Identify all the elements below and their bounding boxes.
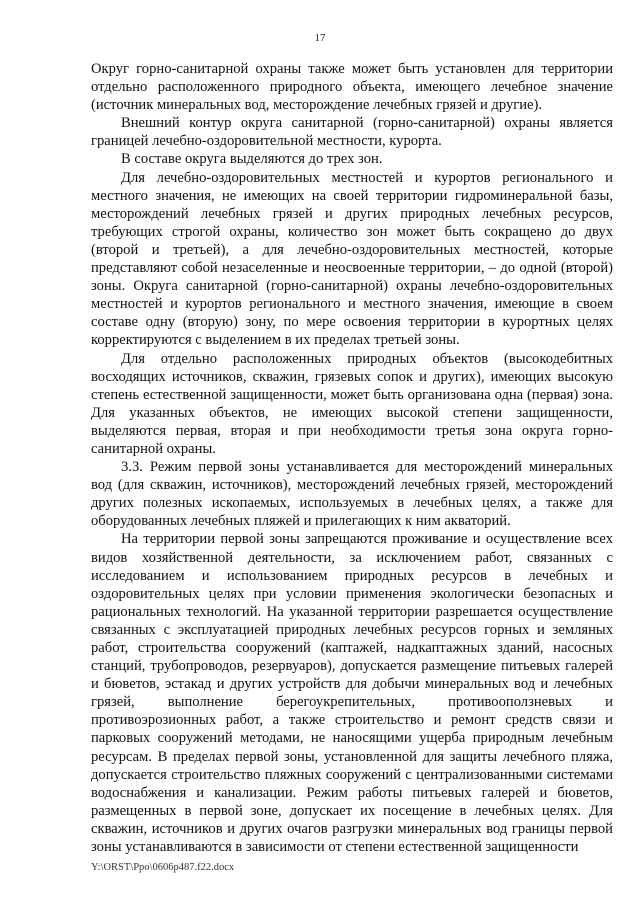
paragraph-3: В составе округа выделяются до трех зон. [121,151,383,168]
paragraph-2: Внешний контур округа санитарной (горно-санитарной) охраны является границей лечебно-оздоровительной местности, курорта. [91,115,613,150]
paragraph-6: 3.3. Режим первой зоны устанавливается для месторождений минеральных вод (для скважин, источников), месторождений лечебных грязей, месторождений других полезных ископаемых, используемых в лечебных целях, а также для оборудованных лечебных пляжей и прилегающих к ним акваторий. [91,459,613,530]
page-number: 17 [314,32,326,44]
paragraph-5: Для отдельно расположенных природных объектов (высокодебитных восходящих источников, скважин, грязевых сопок и других), имеющих высокую степень естественной защищенности, может быть организована одна (первая) зона. Для указанных объектов, не имеющих высокой степени защищенности, выделяются первая, вторая и при необходимости третья зона округа горно-санитарной охраны. [91,350,613,457]
paragraph-1: Округ горно-санитарной охраны также может быть установлен для территории отдельно расположенного природного объекта, имеющего лечебное значение (источник минеральных вод, месторождение лечебных грязей и другие). [91,61,613,114]
footer-file-path: Y:\ORST\Ppo\0606p487.f22.docx [91,862,235,873]
document-body [91,60,613,856]
paragraph-4: Для лечебно-оздоровительных местностей и курортов регионального и местного значения, не имеющих на своей территории гидроминеральной базы, месторождений лечебных грязей и других природных лечебных ресурсов, требующих строгой охраны, количество зон может быть сокращено до двух (второй и третьей), а для лечебно-оздоровительных местностей, которые представляют собой незаселенные и неосвоенные территории, – до одной (второй) зоны. Округа санитарной (горно-санитарной) охраны лечебно-оздоровительных местностей и курортов регионального и местного значения, имеющие в своем составе одну (вторую) зону, по мере освоения территории в курортных целях корректируются с выделением в их пределах третьей зоны. [91,169,613,349]
paragraph-7: На территории первой зоны запрещаются проживание и осуществление всех видов хозяйственной деятельности, за исключением работ, связанных с исследованием и использованием природных ресурсов в лечебных и оздоровительных целях при условии применения экологически безопасных и рациональных технологий. На указанной территории разрешается осуществление связанных с эксплуатацией природных лечебных ресурсов горных и земляных работ, строительства сооружений (каптажей, надкаптажных зданий, насосных станций, трубопроводов, резервуаров), допускается размещение питьевых галерей и бюветов, эстакад и других устройств для добычи минеральных вод и лечебных грязей, выполнение берегоукрепительных, противооползневых и противоэрозионных работ, а также строительство и ремонт средств связи и парковых сооружений методами, не наносящими ущерба природным лечебным ресурсам. В пределах первой зоны, установленной для защиты лечебного пляжа, допускается строительство пляжных сооружений с централизованными системами водоснабжения и канализации. Режим работы питьевых галерей и бюветов, размещенных в первой зоне, допускает их посещение в лечебных целях. Для скважин, источников и других очагов разгрузки минеральных вод границы первой зоны устанавливаются в зависимости от степени естественной защищенности [91,531,613,856]
